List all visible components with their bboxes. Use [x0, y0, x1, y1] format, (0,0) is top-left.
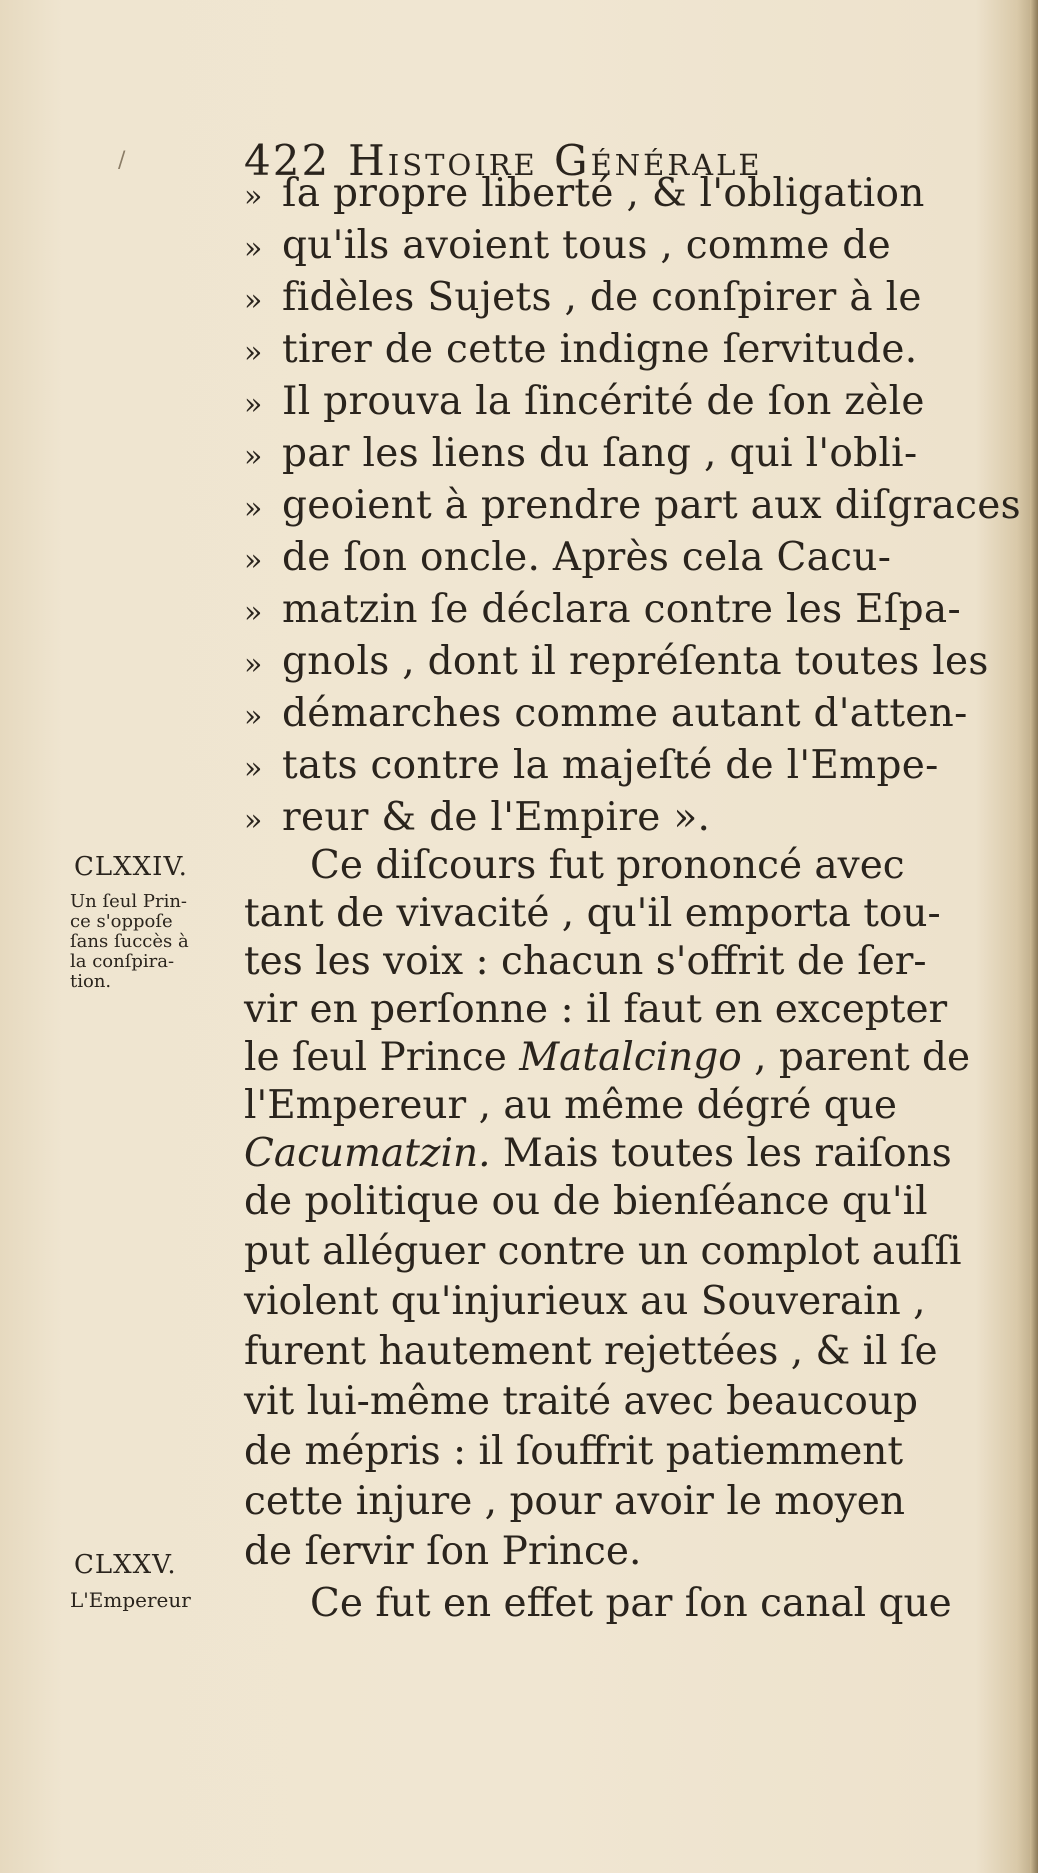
quoted-line: » qu'ils avoient tous , comme de [244, 222, 891, 273]
text-line: tes les voix : chacun s'offrit de ſer- [244, 939, 927, 984]
text-line: put alléguer contre un complot auſſi [244, 1229, 962, 1274]
guillemet: » [244, 335, 263, 370]
quoted-line: » de ſon oncle. Après cela Cacu- [244, 534, 891, 585]
quoted-line: » gnols , dont il repréſenta toutes les [244, 638, 989, 689]
guillemet: » [244, 699, 263, 734]
guillemet: » [244, 543, 263, 578]
guillemet: » [244, 283, 263, 318]
text-line: Cacumatzin. Mais toutes les raiſons [244, 1131, 952, 1176]
guillemet: » [244, 439, 263, 474]
person-name: Matalcingo [519, 1035, 742, 1080]
quoted-line: » fidèles Sujets , de conſpirer à le [244, 274, 922, 325]
running-title: Histoire Générale [348, 136, 763, 185]
text-line: tant de vivacité , qu'il emporta tou- [244, 891, 941, 936]
text-line: le ſeul Prince Matalcingo , parent de [244, 1035, 971, 1080]
page-mark: / [118, 148, 126, 173]
quoted-line: » tirer de cette indigne ſervitude. [244, 326, 917, 377]
guillemet: » [244, 179, 263, 214]
margin-note-line: tion. [70, 971, 112, 992]
quote-last-line: » reur & de l'Empire ». [244, 794, 710, 845]
text-line: furent hautement rejettées , & il ſe [244, 1329, 938, 1374]
guillemet: » [244, 231, 263, 266]
page-number: 422 [244, 136, 331, 185]
guillemet: » [244, 595, 263, 630]
text-line: vir en perſonne : il faut en excepter [244, 987, 948, 1032]
quoted-line: » Il prouva la ſincérité de ſon zèle [244, 378, 925, 429]
text-line: de mépris : il ſouffrit patiemment [244, 1429, 904, 1474]
margin-note-clxxv: L'Empereur [70, 1588, 191, 1612]
margin-note-line: ce s'oppoſe [70, 911, 173, 932]
text-line: vit lui-même traité avec beaucoup [244, 1379, 918, 1424]
guillemet: » [244, 751, 263, 786]
text-line: Ce diſcours fut prononcé avec [310, 843, 905, 888]
text-line: violent qu'injurieux au Souverain , [244, 1279, 926, 1324]
guillemet: » [244, 803, 263, 838]
guillemet: » [244, 387, 263, 422]
text-line: Ce fut en effet par ſon canal que [310, 1581, 952, 1626]
margin-note-line: la conſpira- [70, 951, 175, 972]
margin-number-clxxiv: CLXXIV. [74, 852, 188, 882]
quoted-line: » par les liens du ſang , qui l'obli- [244, 430, 917, 481]
text-line: cette injure , pour avoir le moyen [244, 1479, 905, 1524]
text-line: l'Empereur , au même dégré que [244, 1083, 897, 1128]
quoted-line: » matzin ſe déclara contre les Eſpa- [244, 586, 961, 637]
quoted-line: » démarches comme autant d'atten- [244, 690, 968, 741]
text-line: de politique ou de bienſéance qu'il [244, 1179, 928, 1224]
text-line: de ſervir ſon Prince. [244, 1529, 642, 1574]
margin-number-clxxv: CLXXV. [74, 1550, 177, 1580]
quoted-line: » tats contre la majeſté de l'Empe- [244, 742, 939, 793]
page-edge [1030, 0, 1038, 1873]
quoted-line: » geoient à prendre part aux diſgraces [244, 482, 1021, 533]
margin-note-line: ſans ſuccès à [70, 931, 189, 952]
guillemet: » [244, 647, 263, 682]
guillemet: » [244, 491, 263, 526]
quoted-line: » ſa propre liberté , & l'obligation [244, 170, 925, 221]
margin-note-clxxiv [70, 892, 189, 992]
person-name: Cacumatzin. [244, 1131, 491, 1176]
margin-note-line: Un ſeul Prin- [70, 891, 188, 912]
